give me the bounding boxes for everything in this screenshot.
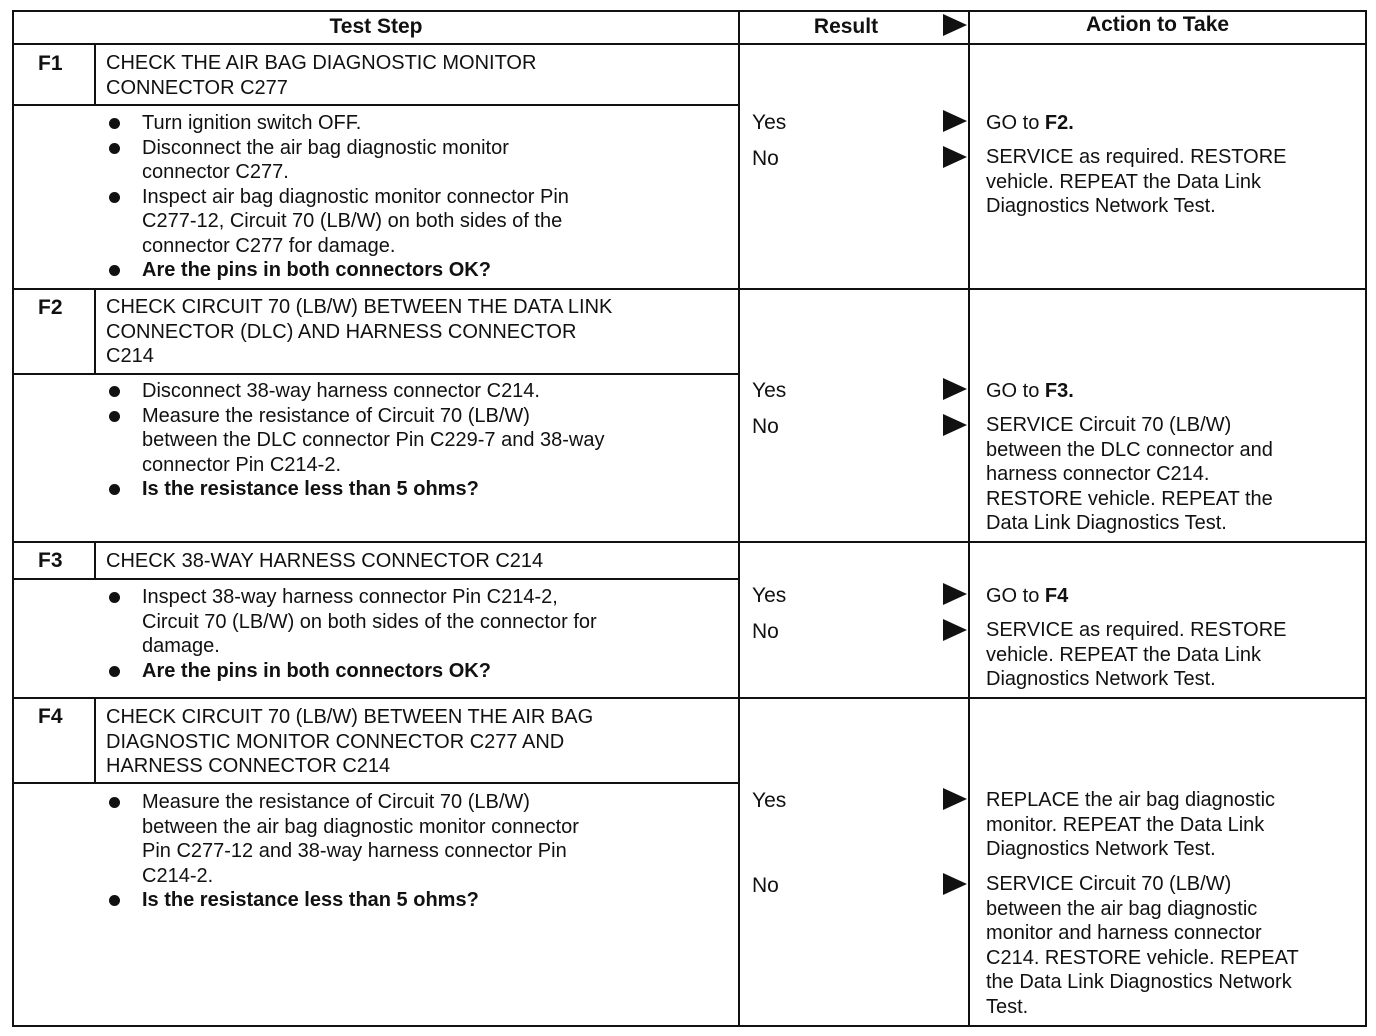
step-procedure xyxy=(104,585,597,683)
step-title: CHECK CIRCUIT 70 (LB/W) BETWEEN THE DATA LINK CONNECTOR (DLC) AND HARNESS CONNECTOR C214 xyxy=(106,296,613,367)
result-yes: Yes xyxy=(752,584,787,607)
arrow-icon xyxy=(943,619,967,641)
title-divider xyxy=(12,782,738,784)
step-id: F4 xyxy=(38,705,63,728)
id-divider xyxy=(94,543,96,580)
arrow-icon xyxy=(943,788,967,810)
list-item: Circuit 70 (LB/W) on both sides of the connector for xyxy=(142,610,597,633)
list-item: Measure the resistance of Circuit 70 (LB/W) xyxy=(104,404,605,429)
action-no: SERVICE Circuit 70 (LB/W) between the air bag diagnostic monitor and harness connector C214. RESTORE vehicle. REPEAT the Data Link Diagnostics Network Test. xyxy=(986,873,1299,1018)
arrow-icon xyxy=(943,873,967,895)
result-no: No xyxy=(752,620,779,643)
title-divider xyxy=(12,373,738,375)
bullet-icon xyxy=(109,484,120,495)
list-item: Disconnect the air bag diagnostic monitor xyxy=(104,136,569,161)
list-item: between the DLC connector Pin C229-7 and 38-way xyxy=(142,429,605,451)
header-action-to-take: Action to Take xyxy=(1085,13,1230,36)
result-no: No xyxy=(752,147,779,170)
id-divider xyxy=(94,699,96,784)
id-divider xyxy=(94,290,96,375)
step-id: F2 xyxy=(38,296,63,319)
arrow-icon xyxy=(943,146,967,168)
list-item: damage. xyxy=(142,635,220,657)
bullet-icon xyxy=(109,265,120,276)
list-item: connector C277 for damage. xyxy=(142,234,396,257)
title-divider xyxy=(12,104,738,106)
list-item: Pin C277-12 and 38-way harness connector Pin xyxy=(142,840,567,862)
step-id: F3 xyxy=(38,549,63,572)
table-border xyxy=(12,10,14,1027)
title-divider xyxy=(12,578,738,580)
list-item: Turn ignition switch OFF. xyxy=(104,111,569,136)
list-item: Disconnect 38-way harness connector C214. xyxy=(104,379,605,404)
list-item: C214-2. xyxy=(142,864,214,887)
bullet-icon xyxy=(109,895,120,906)
bullet-icon xyxy=(109,118,120,129)
list-item: connector C277. xyxy=(142,161,289,183)
list-item-question: Is the resistance less than 5 ohms? xyxy=(104,477,605,502)
list-item-question: Is the resistance less than 5 ohms? xyxy=(104,888,579,913)
table-border xyxy=(12,1025,1367,1027)
column-divider xyxy=(738,10,740,1027)
step-divider xyxy=(12,541,1367,543)
step-divider xyxy=(12,697,1367,699)
bullet-icon xyxy=(109,192,120,203)
step-procedure xyxy=(104,379,605,502)
table-border xyxy=(1365,10,1367,1027)
result-yes: Yes xyxy=(752,789,787,812)
bullet-icon xyxy=(109,592,120,603)
step-title: CHECK CIRCUIT 70 (LB/W) BETWEEN THE AIR BAG DIAGNOSTIC MONITOR CONNECTOR C277 AND HARNESS CONNECTOR C214 xyxy=(106,706,594,777)
action-yes: GO to F2. xyxy=(986,112,1074,134)
arrow-icon xyxy=(943,414,967,436)
arrow-icon xyxy=(943,378,967,400)
bullet-icon xyxy=(109,411,120,422)
action-no: SERVICE Circuit 70 (LB/W) between the DLC connector and harness connector C214. RESTORE vehicle. REPEAT the Data Link Diagnostics Test. xyxy=(986,414,1273,534)
step-id: F1 xyxy=(38,52,63,75)
action-yes: REPLACE the air bag diagnostic monitor. REPEAT the Data Link Diagnostics Network Test. xyxy=(986,789,1276,860)
result-no: No xyxy=(752,874,779,897)
arrow-icon xyxy=(943,583,967,605)
id-divider xyxy=(94,45,96,106)
bullet-icon xyxy=(109,797,120,808)
action-no: SERVICE as required. RESTORE vehicle. REPEAT the Data Link Diagnostics Network Test. xyxy=(986,146,1287,217)
bullet-icon xyxy=(109,143,120,154)
list-item-question: Are the pins in both connectors OK? xyxy=(104,258,569,283)
header-result: Result xyxy=(813,15,879,38)
result-yes: Yes xyxy=(752,379,787,402)
result-yes: Yes xyxy=(752,111,787,134)
step-procedure xyxy=(104,111,569,283)
action-yes: GO to F4 xyxy=(986,585,1069,607)
bullet-icon xyxy=(109,386,120,397)
arrow-icon xyxy=(943,14,967,36)
arrow-icon xyxy=(943,110,967,132)
list-item-question: Are the pins in both connectors OK? xyxy=(104,659,597,684)
list-item: connector Pin C214-2. xyxy=(142,453,342,476)
list-item: C277-12, Circuit 70 (LB/W) on both sides of the xyxy=(142,210,563,232)
action-no: SERVICE as required. RESTORE vehicle. REPEAT the Data Link Diagnostics Network Test. xyxy=(986,619,1287,690)
list-item: Measure the resistance of Circuit 70 (LB/W) xyxy=(104,790,579,815)
column-divider xyxy=(968,10,970,1027)
list-item: Inspect air bag diagnostic monitor connector Pin xyxy=(104,185,569,210)
step-divider xyxy=(12,288,1367,290)
bullet-icon xyxy=(109,666,120,677)
step-title: CHECK THE AIR BAG DIAGNOSTIC MONITOR CONNECTOR C277 xyxy=(106,52,537,99)
list-item: Inspect 38-way harness connector Pin C214-2, xyxy=(104,585,597,610)
step-procedure xyxy=(104,790,579,913)
step-title: CHECK 38-WAY HARNESS CONNECTOR C214 xyxy=(106,550,544,572)
header-test-step: Test Step xyxy=(329,15,423,38)
list-item: between the air bag diagnostic monitor connector xyxy=(142,815,579,838)
header-divider xyxy=(12,43,1367,45)
action-yes: GO to F3. xyxy=(986,380,1074,402)
result-no: No xyxy=(752,415,779,438)
